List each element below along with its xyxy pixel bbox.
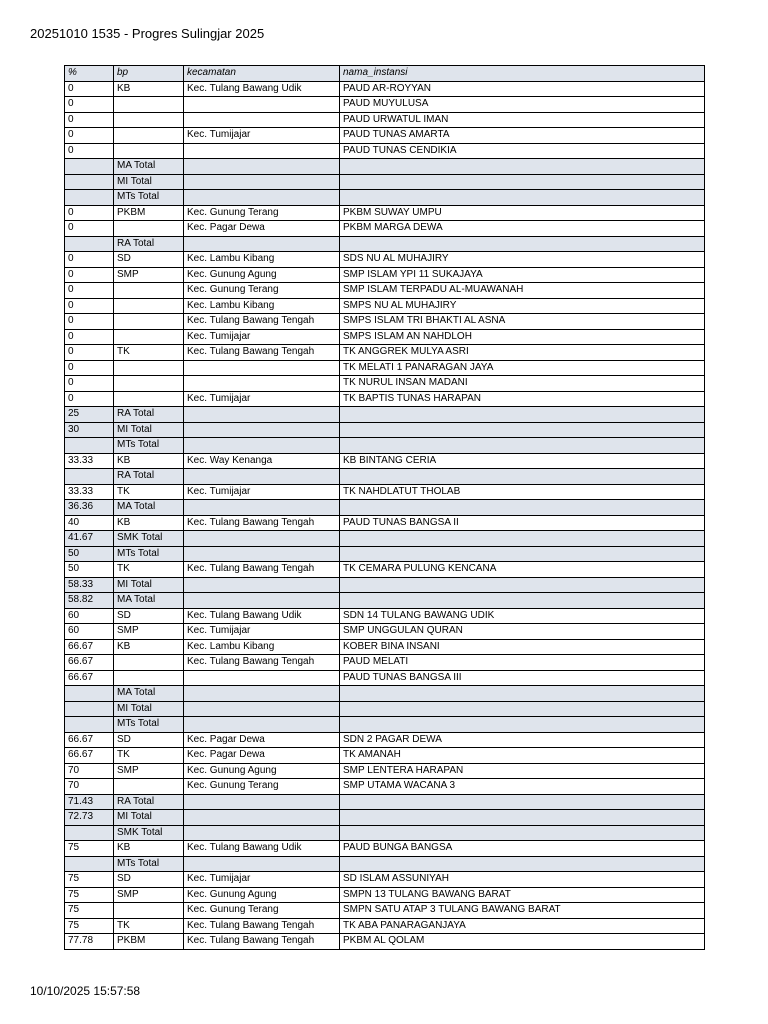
cell-bp[interactable] <box>114 779 184 795</box>
cell-bp[interactable]: MI Total <box>114 174 184 190</box>
table-row <box>65 329 705 345</box>
cell-kecamatan[interactable]: Kec. Tumijajar <box>184 624 340 640</box>
table-row <box>65 639 705 655</box>
table-row <box>65 748 705 764</box>
table-row <box>65 469 705 485</box>
cell-percent[interactable]: 36.36 <box>65 500 114 516</box>
cell-bp[interactable]: RA Total <box>114 407 184 423</box>
cell-kecamatan[interactable]: Kec. Tumijajar <box>184 872 340 888</box>
cell-percent[interactable]: 0 <box>65 314 114 330</box>
cell-kecamatan[interactable]: Kec. Gunung Agung <box>184 887 340 903</box>
cell-percent[interactable]: 0 <box>65 205 114 221</box>
column-header-percent[interactable]: % <box>65 66 114 82</box>
cell-bp[interactable]: TK <box>114 748 184 764</box>
page-title: 20251010 1535 - Progres Sulingjar 2025 <box>30 26 265 41</box>
cell-percent[interactable]: 40 <box>65 515 114 531</box>
cell-nama-instansi[interactable] <box>340 438 705 454</box>
cell-percent[interactable] <box>65 438 114 454</box>
cell-nama-instansi[interactable]: SD ISLAM ASSUNIYAH <box>340 872 705 888</box>
cell-kecamatan[interactable]: Kec. Gunung Terang <box>184 779 340 795</box>
cell-percent[interactable]: 33.33 <box>65 484 114 500</box>
cell-kecamatan[interactable]: Kec. Tumijajar <box>184 329 340 345</box>
table-row <box>65 453 705 469</box>
cell-kecamatan[interactable]: Kec. Pagar Dewa <box>184 748 340 764</box>
table-row <box>65 360 705 376</box>
cell-bp[interactable]: MTs Total <box>114 438 184 454</box>
table-row <box>65 252 705 268</box>
cell-bp[interactable]: TK <box>114 918 184 934</box>
cell-kecamatan[interactable]: Kec. Tulang Bawang Tengah <box>184 562 340 578</box>
cell-percent[interactable]: 66.67 <box>65 732 114 748</box>
cell-nama-instansi[interactable]: SMPN 13 TULANG BAWANG BARAT <box>340 887 705 903</box>
cell-kecamatan[interactable]: Kec. Lambu Kibang <box>184 639 340 655</box>
cell-percent[interactable] <box>65 236 114 252</box>
cell-percent[interactable]: 33.33 <box>65 453 114 469</box>
cell-percent[interactable]: 60 <box>65 608 114 624</box>
cell-kecamatan[interactable] <box>184 686 340 702</box>
cell-nama-instansi[interactable]: PAUD MUYULUSA <box>340 97 705 113</box>
cell-percent[interactable]: 0 <box>65 97 114 113</box>
cell-percent[interactable]: 75 <box>65 918 114 934</box>
cell-percent[interactable]: 66.67 <box>65 639 114 655</box>
cell-bp[interactable]: KB <box>114 515 184 531</box>
cell-nama-instansi[interactable]: TK AMANAH <box>340 748 705 764</box>
table-row <box>65 438 705 454</box>
cell-percent[interactable]: 70 <box>65 779 114 795</box>
cell-kecamatan[interactable] <box>184 810 340 826</box>
cell-kecamatan[interactable]: Kec. Tulang Bawang Tengah <box>184 918 340 934</box>
cell-nama-instansi[interactable]: KB BINTANG CERIA <box>340 453 705 469</box>
cell-bp[interactable] <box>114 112 184 128</box>
cell-percent[interactable] <box>65 174 114 190</box>
cell-nama-instansi[interactable] <box>340 159 705 175</box>
cell-bp[interactable] <box>114 143 184 159</box>
table-row <box>65 717 705 733</box>
cell-bp[interactable]: RA Total <box>114 794 184 810</box>
cell-kecamatan[interactable] <box>184 143 340 159</box>
cell-nama-instansi[interactable]: PKBM SUWAY UMPU <box>340 205 705 221</box>
table-row <box>65 593 705 609</box>
table-row <box>65 903 705 919</box>
cell-percent[interactable] <box>65 717 114 733</box>
cell-nama-instansi[interactable]: SMPS ISLAM TRI BHAKTI AL ASNA <box>340 314 705 330</box>
column-header-nama-instansi[interactable]: nama_instansi <box>340 66 705 82</box>
cell-bp[interactable] <box>114 670 184 686</box>
cell-bp[interactable] <box>114 314 184 330</box>
cell-percent[interactable]: 77.78 <box>65 934 114 950</box>
cell-kecamatan[interactable]: Kec. Pagar Dewa <box>184 221 340 237</box>
cell-bp[interactable] <box>114 655 184 671</box>
cell-bp[interactable]: SMK Total <box>114 531 184 547</box>
table-row <box>65 686 705 702</box>
table-row <box>65 500 705 516</box>
cell-bp[interactable] <box>114 329 184 345</box>
cell-kecamatan[interactable] <box>184 438 340 454</box>
cell-kecamatan[interactable]: Kec. Tumijajar <box>184 128 340 144</box>
cell-kecamatan[interactable]: Kec. Tumijajar <box>184 391 340 407</box>
cell-kecamatan[interactable]: Kec. Gunung Terang <box>184 903 340 919</box>
cell-bp[interactable]: SMP <box>114 887 184 903</box>
cell-percent[interactable]: 72.73 <box>65 810 114 826</box>
table-body <box>65 81 705 949</box>
cell-percent[interactable]: 58.33 <box>65 577 114 593</box>
cell-percent[interactable]: 30 <box>65 422 114 438</box>
cell-nama-instansi[interactable] <box>340 686 705 702</box>
cell-nama-instansi[interactable]: SMPS NU AL MUHAJIRY <box>340 298 705 314</box>
cell-nama-instansi[interactable]: TK ANGGREK MULYA ASRI <box>340 345 705 361</box>
cell-nama-instansi[interactable] <box>340 422 705 438</box>
cell-nama-instansi[interactable] <box>340 810 705 826</box>
cell-nama-instansi[interactable]: SDN 2 PAGAR DEWA <box>340 732 705 748</box>
cell-bp[interactable]: KB <box>114 453 184 469</box>
cell-nama-instansi[interactable]: PAUD TUNAS BANGSA II <box>340 515 705 531</box>
cell-kecamatan[interactable]: Kec. Tulang Bawang Tengah <box>184 515 340 531</box>
cell-percent[interactable] <box>65 686 114 702</box>
cell-bp[interactable]: MA Total <box>114 593 184 609</box>
cell-nama-instansi[interactable] <box>340 531 705 547</box>
cell-kecamatan[interactable]: Kec. Tulang Bawang Tengah <box>184 314 340 330</box>
cell-kecamatan[interactable]: Kec. Way Kenanga <box>184 453 340 469</box>
table-row <box>65 887 705 903</box>
table-row <box>65 484 705 500</box>
cell-kecamatan[interactable]: Kec. Gunung Agung <box>184 763 340 779</box>
cell-percent[interactable]: 0 <box>65 329 114 345</box>
table-row <box>65 577 705 593</box>
cell-bp[interactable] <box>114 283 184 299</box>
table-row <box>65 112 705 128</box>
table-row <box>65 546 705 562</box>
cell-nama-instansi[interactable] <box>340 701 705 717</box>
cell-percent[interactable]: 58.82 <box>65 593 114 609</box>
table-row <box>65 794 705 810</box>
cell-kecamatan[interactable] <box>184 190 340 206</box>
cell-percent[interactable] <box>65 190 114 206</box>
cell-percent[interactable]: 0 <box>65 221 114 237</box>
table-row <box>65 918 705 934</box>
cell-percent[interactable]: 71.43 <box>65 794 114 810</box>
table-row <box>65 159 705 175</box>
table-row <box>65 376 705 392</box>
table-row <box>65 128 705 144</box>
table-row <box>65 872 705 888</box>
cell-nama-instansi[interactable] <box>340 190 705 206</box>
cell-kecamatan[interactable] <box>184 97 340 113</box>
cell-nama-instansi[interactable] <box>340 174 705 190</box>
cell-nama-instansi[interactable] <box>340 794 705 810</box>
cell-nama-instansi[interactable] <box>340 236 705 252</box>
cell-percent[interactable]: 75 <box>65 872 114 888</box>
cell-bp[interactable] <box>114 221 184 237</box>
cell-nama-instansi[interactable]: TK ABA PANARAGANJAYA <box>340 918 705 934</box>
cell-percent[interactable]: 25 <box>65 407 114 423</box>
cell-kecamatan[interactable] <box>184 825 340 841</box>
table-row <box>65 221 705 237</box>
table-row <box>65 624 705 640</box>
table-row <box>65 531 705 547</box>
cell-bp[interactable] <box>114 391 184 407</box>
cell-kecamatan[interactable]: Kec. Pagar Dewa <box>184 732 340 748</box>
table-row <box>65 345 705 361</box>
cell-bp[interactable]: SMP <box>114 267 184 283</box>
table-row <box>65 391 705 407</box>
cell-bp[interactable]: MA Total <box>114 500 184 516</box>
cell-nama-instansi[interactable]: SMP LENTERA HARAPAN <box>340 763 705 779</box>
cell-nama-instansi[interactable]: SMP UTAMA WACANA 3 <box>340 779 705 795</box>
cell-nama-instansi[interactable]: TK BAPTIS TUNAS HARAPAN <box>340 391 705 407</box>
cell-kecamatan[interactable] <box>184 360 340 376</box>
cell-bp[interactable]: SD <box>114 732 184 748</box>
cell-percent[interactable]: 50 <box>65 546 114 562</box>
table-row <box>65 655 705 671</box>
cell-percent[interactable]: 75 <box>65 903 114 919</box>
table-row <box>65 407 705 423</box>
cell-bp[interactable]: MI Total <box>114 577 184 593</box>
footer-timestamp: 10/10/2025 15:57:58 <box>30 984 141 998</box>
cell-bp[interactable]: MI Total <box>114 422 184 438</box>
table-row <box>65 267 705 283</box>
cell-percent[interactable]: 0 <box>65 252 114 268</box>
cell-percent[interactable]: 66.67 <box>65 748 114 764</box>
cell-percent[interactable]: 0 <box>65 283 114 299</box>
cell-percent[interactable]: 0 <box>65 81 114 97</box>
cell-nama-instansi[interactable]: PKBM MARGA DEWA <box>340 221 705 237</box>
cell-kecamatan[interactable]: Kec. Lambu Kibang <box>184 252 340 268</box>
cell-bp[interactable]: SD <box>114 872 184 888</box>
cell-percent[interactable]: 75 <box>65 887 114 903</box>
table-row <box>65 190 705 206</box>
cell-kecamatan[interactable] <box>184 469 340 485</box>
cell-nama-instansi[interactable]: PAUD AR-ROYYAN <box>340 81 705 97</box>
cell-nama-instansi[interactable]: PAUD MELATI <box>340 655 705 671</box>
cell-nama-instansi[interactable]: SMP ISLAM YPI 11 SUKAJAYA <box>340 267 705 283</box>
cell-percent[interactable]: 50 <box>65 562 114 578</box>
cell-kecamatan[interactable]: Kec. Gunung Terang <box>184 205 340 221</box>
cell-percent[interactable]: 0 <box>65 391 114 407</box>
cell-nama-instansi[interactable]: PAUD BUNGA BANGSA <box>340 841 705 857</box>
cell-percent[interactable]: 0 <box>65 267 114 283</box>
cell-bp[interactable]: SMK Total <box>114 825 184 841</box>
cell-kecamatan[interactable] <box>184 577 340 593</box>
cell-nama-instansi[interactable] <box>340 469 705 485</box>
cell-nama-instansi[interactable] <box>340 407 705 423</box>
cell-bp[interactable]: MTs Total <box>114 717 184 733</box>
cell-nama-instansi[interactable]: KOBER BINA INSANI <box>340 639 705 655</box>
cell-nama-instansi[interactable] <box>340 825 705 841</box>
header-row <box>65 66 705 82</box>
cell-percent[interactable]: 0 <box>65 376 114 392</box>
cell-bp[interactable]: RA Total <box>114 236 184 252</box>
cell-bp[interactable] <box>114 97 184 113</box>
cell-nama-instansi[interactable]: SMPN SATU ATAP 3 TULANG BAWANG BARAT <box>340 903 705 919</box>
cell-percent[interactable]: 60 <box>65 624 114 640</box>
cell-kecamatan[interactable] <box>184 500 340 516</box>
cell-nama-instansi[interactable] <box>340 577 705 593</box>
table-row <box>65 841 705 857</box>
table-row <box>65 515 705 531</box>
table-row <box>65 810 705 826</box>
cell-percent[interactable]: 0 <box>65 360 114 376</box>
progress-table <box>64 65 705 950</box>
cell-kecamatan[interactable]: Kec. Gunung Terang <box>184 283 340 299</box>
table-header <box>65 66 705 82</box>
cell-kecamatan[interactable]: Kec. Tulang Bawang Tengah <box>184 934 340 950</box>
table-row <box>65 236 705 252</box>
cell-nama-instansi[interactable]: PAUD TUNAS AMARTA <box>340 128 705 144</box>
cell-bp[interactable]: TK <box>114 345 184 361</box>
table-row <box>65 779 705 795</box>
cell-nama-instansi[interactable] <box>340 500 705 516</box>
cell-nama-instansi[interactable]: PKBM AL QOLAM <box>340 934 705 950</box>
cell-bp[interactable]: SD <box>114 252 184 268</box>
cell-bp[interactable]: SMP <box>114 763 184 779</box>
cell-kecamatan[interactable]: Kec. Gunung Agung <box>184 267 340 283</box>
cell-percent[interactable]: 0 <box>65 128 114 144</box>
table-row <box>65 608 705 624</box>
cell-nama-instansi[interactable]: SMP UNGGULAN QURAN <box>340 624 705 640</box>
cell-bp[interactable]: TK <box>114 562 184 578</box>
table-row <box>65 701 705 717</box>
cell-percent[interactable]: 70 <box>65 763 114 779</box>
cell-kecamatan[interactable]: Kec. Tulang Bawang Udik <box>184 81 340 97</box>
table-row <box>65 422 705 438</box>
cell-nama-instansi[interactable] <box>340 593 705 609</box>
cell-bp[interactable]: RA Total <box>114 469 184 485</box>
cell-bp[interactable]: MA Total <box>114 686 184 702</box>
table-row <box>65 283 705 299</box>
cell-bp[interactable]: MTs Total <box>114 856 184 872</box>
table-row <box>65 670 705 686</box>
cell-bp[interactable] <box>114 298 184 314</box>
cell-bp[interactable]: SMP <box>114 624 184 640</box>
cell-percent[interactable]: 0 <box>65 143 114 159</box>
column-header-bp[interactable]: bp <box>114 66 184 82</box>
cell-percent[interactable]: 66.67 <box>65 655 114 671</box>
cell-percent[interactable] <box>65 825 114 841</box>
cell-percent[interactable] <box>65 159 114 175</box>
cell-kecamatan[interactable] <box>184 407 340 423</box>
cell-percent[interactable]: 0 <box>65 298 114 314</box>
cell-nama-instansi[interactable]: SMP ISLAM TERPADU AL-MUAWANAH <box>340 283 705 299</box>
cell-kecamatan[interactable] <box>184 546 340 562</box>
cell-kecamatan[interactable] <box>184 717 340 733</box>
table-row <box>65 143 705 159</box>
cell-nama-instansi[interactable]: SDN 14 TULANG BAWANG UDIK <box>340 608 705 624</box>
cell-nama-instansi[interactable]: TK CEMARA PULUNG KENCANA <box>340 562 705 578</box>
cell-percent[interactable] <box>65 701 114 717</box>
table-row <box>65 934 705 950</box>
cell-nama-instansi[interactable]: TK NURUL INSAN MADANI <box>340 376 705 392</box>
cell-kecamatan[interactable] <box>184 670 340 686</box>
cell-bp[interactable]: PKBM <box>114 205 184 221</box>
cell-percent[interactable]: 66.67 <box>65 670 114 686</box>
cell-bp[interactable] <box>114 128 184 144</box>
cell-nama-instansi[interactable]: TK MELATI 1 PANARAGAN JAYA <box>340 360 705 376</box>
cell-bp[interactable] <box>114 376 184 392</box>
cell-bp[interactable]: PKBM <box>114 934 184 950</box>
cell-nama-instansi[interactable]: SDS NU AL MUHAJIRY <box>340 252 705 268</box>
cell-kecamatan[interactable] <box>184 112 340 128</box>
table-row <box>65 856 705 872</box>
cell-kecamatan[interactable] <box>184 236 340 252</box>
cell-bp[interactable] <box>114 360 184 376</box>
cell-percent[interactable] <box>65 469 114 485</box>
cell-kecamatan[interactable] <box>184 593 340 609</box>
cell-nama-instansi[interactable]: PAUD TUNAS BANGSA III <box>340 670 705 686</box>
cell-kecamatan[interactable]: Kec. Tulang Bawang Tengah <box>184 345 340 361</box>
cell-bp[interactable] <box>114 903 184 919</box>
cell-bp[interactable]: KB <box>114 841 184 857</box>
cell-percent[interactable]: 75 <box>65 841 114 857</box>
cell-percent[interactable] <box>65 856 114 872</box>
cell-kecamatan[interactable] <box>184 174 340 190</box>
cell-percent[interactable]: 41.67 <box>65 531 114 547</box>
cell-bp[interactable]: TK <box>114 484 184 500</box>
cell-nama-instansi[interactable] <box>340 546 705 562</box>
cell-bp[interactable]: MI Total <box>114 810 184 826</box>
table-row <box>65 562 705 578</box>
cell-kecamatan[interactable] <box>184 422 340 438</box>
cell-bp[interactable]: MA Total <box>114 159 184 175</box>
table-row <box>65 97 705 113</box>
table-row <box>65 205 705 221</box>
cell-bp[interactable]: SD <box>114 608 184 624</box>
cell-kecamatan[interactable] <box>184 531 340 547</box>
cell-kecamatan[interactable]: Kec. Tulang Bawang Udik <box>184 841 340 857</box>
cell-bp[interactable]: MTs Total <box>114 546 184 562</box>
table-row <box>65 763 705 779</box>
cell-percent[interactable]: 0 <box>65 345 114 361</box>
column-header-kecamatan[interactable]: kecamatan <box>184 66 340 82</box>
cell-percent[interactable]: 0 <box>65 112 114 128</box>
cell-kecamatan[interactable]: Kec. Lambu Kibang <box>184 298 340 314</box>
cell-kecamatan[interactable] <box>184 376 340 392</box>
cell-bp[interactable]: MI Total <box>114 701 184 717</box>
cell-nama-instansi[interactable]: PAUD URWATUL IMAN <box>340 112 705 128</box>
table-row <box>65 174 705 190</box>
cell-bp[interactable]: MTs Total <box>114 190 184 206</box>
cell-nama-instansi[interactable] <box>340 717 705 733</box>
cell-bp[interactable]: KB <box>114 639 184 655</box>
table-row <box>65 81 705 97</box>
cell-kecamatan[interactable]: Kec. Tulang Bawang Udik <box>184 608 340 624</box>
cell-kecamatan[interactable] <box>184 794 340 810</box>
cell-kecamatan[interactable]: Kec. Tulang Bawang Tengah <box>184 655 340 671</box>
cell-nama-instansi[interactable]: SMPS ISLAM AN NAHDLOH <box>340 329 705 345</box>
cell-nama-instansi[interactable]: TK NAHDLATUT THOLAB <box>340 484 705 500</box>
cell-kecamatan[interactable]: Kec. Tumijajar <box>184 484 340 500</box>
cell-kecamatan[interactable] <box>184 159 340 175</box>
cell-kecamatan[interactable] <box>184 701 340 717</box>
cell-bp[interactable]: KB <box>114 81 184 97</box>
table-row <box>65 825 705 841</box>
table-row <box>65 732 705 748</box>
table-row <box>65 298 705 314</box>
table-row <box>65 314 705 330</box>
cell-kecamatan[interactable] <box>184 856 340 872</box>
cell-nama-instansi[interactable] <box>340 856 705 872</box>
cell-nama-instansi[interactable]: PAUD TUNAS CENDIKIA <box>340 143 705 159</box>
